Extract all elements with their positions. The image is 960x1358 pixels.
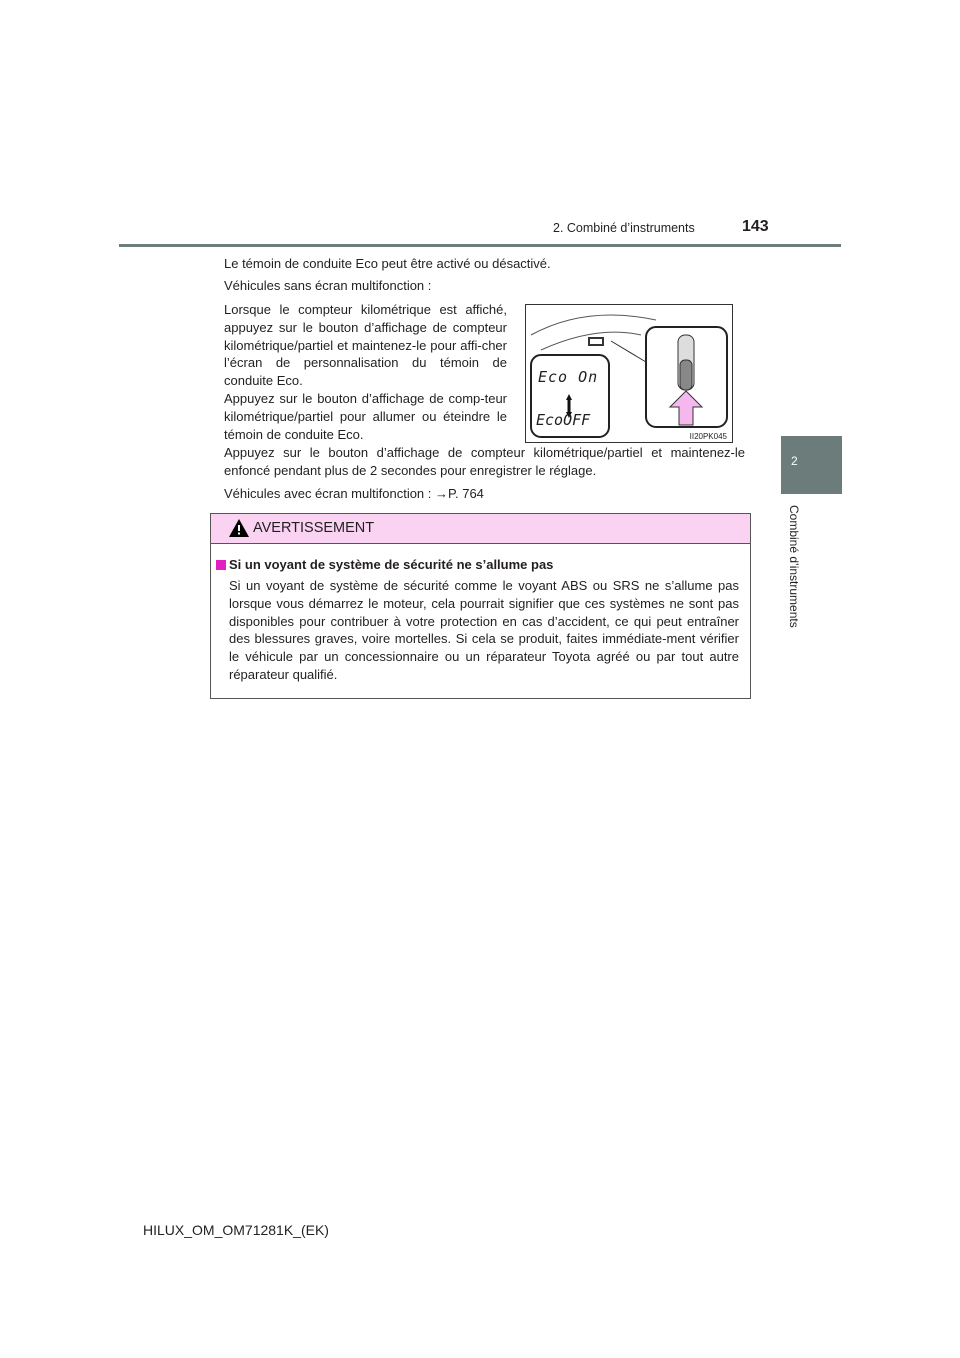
- header-rule: [119, 244, 841, 247]
- subheading: Véhicules sans écran multifonction :: [224, 278, 432, 293]
- paragraph-2: Appuyez sur le bouton d’affichage de comp-teur kilométrique/partiel pour allumer ou éteindre le témoin de conduite Eco.: [224, 391, 507, 442]
- chapter-label: Combiné d’instruments: [787, 505, 801, 628]
- section-title: 2. Combiné d’instruments: [553, 221, 695, 235]
- multifunction-ref: Véhicules avec écran multifonction : →P. 764: [224, 486, 484, 501]
- paragraph-1: Lorsque le compteur kilométrique est affiché, appuyez sur le bouton d’affichage de compteur kilométrique/partiel et maintenez-le pour affi-cher l’écran de personnalisation du témoin de conduite Eco.: [224, 302, 507, 389]
- chapter-tab[interactable]: [781, 436, 842, 494]
- intro-text: Le témoin de conduite Eco peut être activé ou désactivé.: [224, 256, 551, 271]
- eco-on-label: Eco On: [538, 368, 599, 386]
- warning-title: AVERTISSEMENT: [253, 520, 375, 536]
- paragraph-3: Appuyez sur le bouton d’affichage de compteur kilométrique/partiel et maintenez-le enfoncé pendant plus de 2 secondes pour enregistrer le réglage.: [224, 445, 745, 478]
- eco-indicator-illustration: [525, 304, 733, 443]
- warning-heading: Si un voyant de système de sécurité ne s’allume pas: [229, 557, 554, 572]
- warning-header: [211, 514, 750, 544]
- warning-triangle-icon: [229, 519, 249, 537]
- page-number: 143: [742, 218, 769, 235]
- bullet-square-icon: [216, 560, 226, 570]
- footer-doc-id: HILUX_OM_OM71281K_(EK): [143, 1222, 329, 1238]
- chapter-number: 2: [791, 454, 798, 468]
- warning-text: Si un voyant de système de sécurité comme le voyant ABS ou SRS ne s’allume pas lorsque vous démarrez le moteur, cela pourrait signifier que ces systèmes ne sont pas disponibles pour contribuer à votre protection en cas d’accident, ce qui peut entraîner des blessures graves, voire mortelles. Si cela se produit, faites immédiate-ment vérifier le véhicule par un concessionnaire ou un réparateur Toyota agréé ou par tout autre réparateur qualifié.: [229, 578, 739, 682]
- figure-code: II20PK045: [689, 432, 727, 441]
- warning-box: [210, 513, 751, 699]
- eco-off-label: EcoOFF: [536, 411, 591, 429]
